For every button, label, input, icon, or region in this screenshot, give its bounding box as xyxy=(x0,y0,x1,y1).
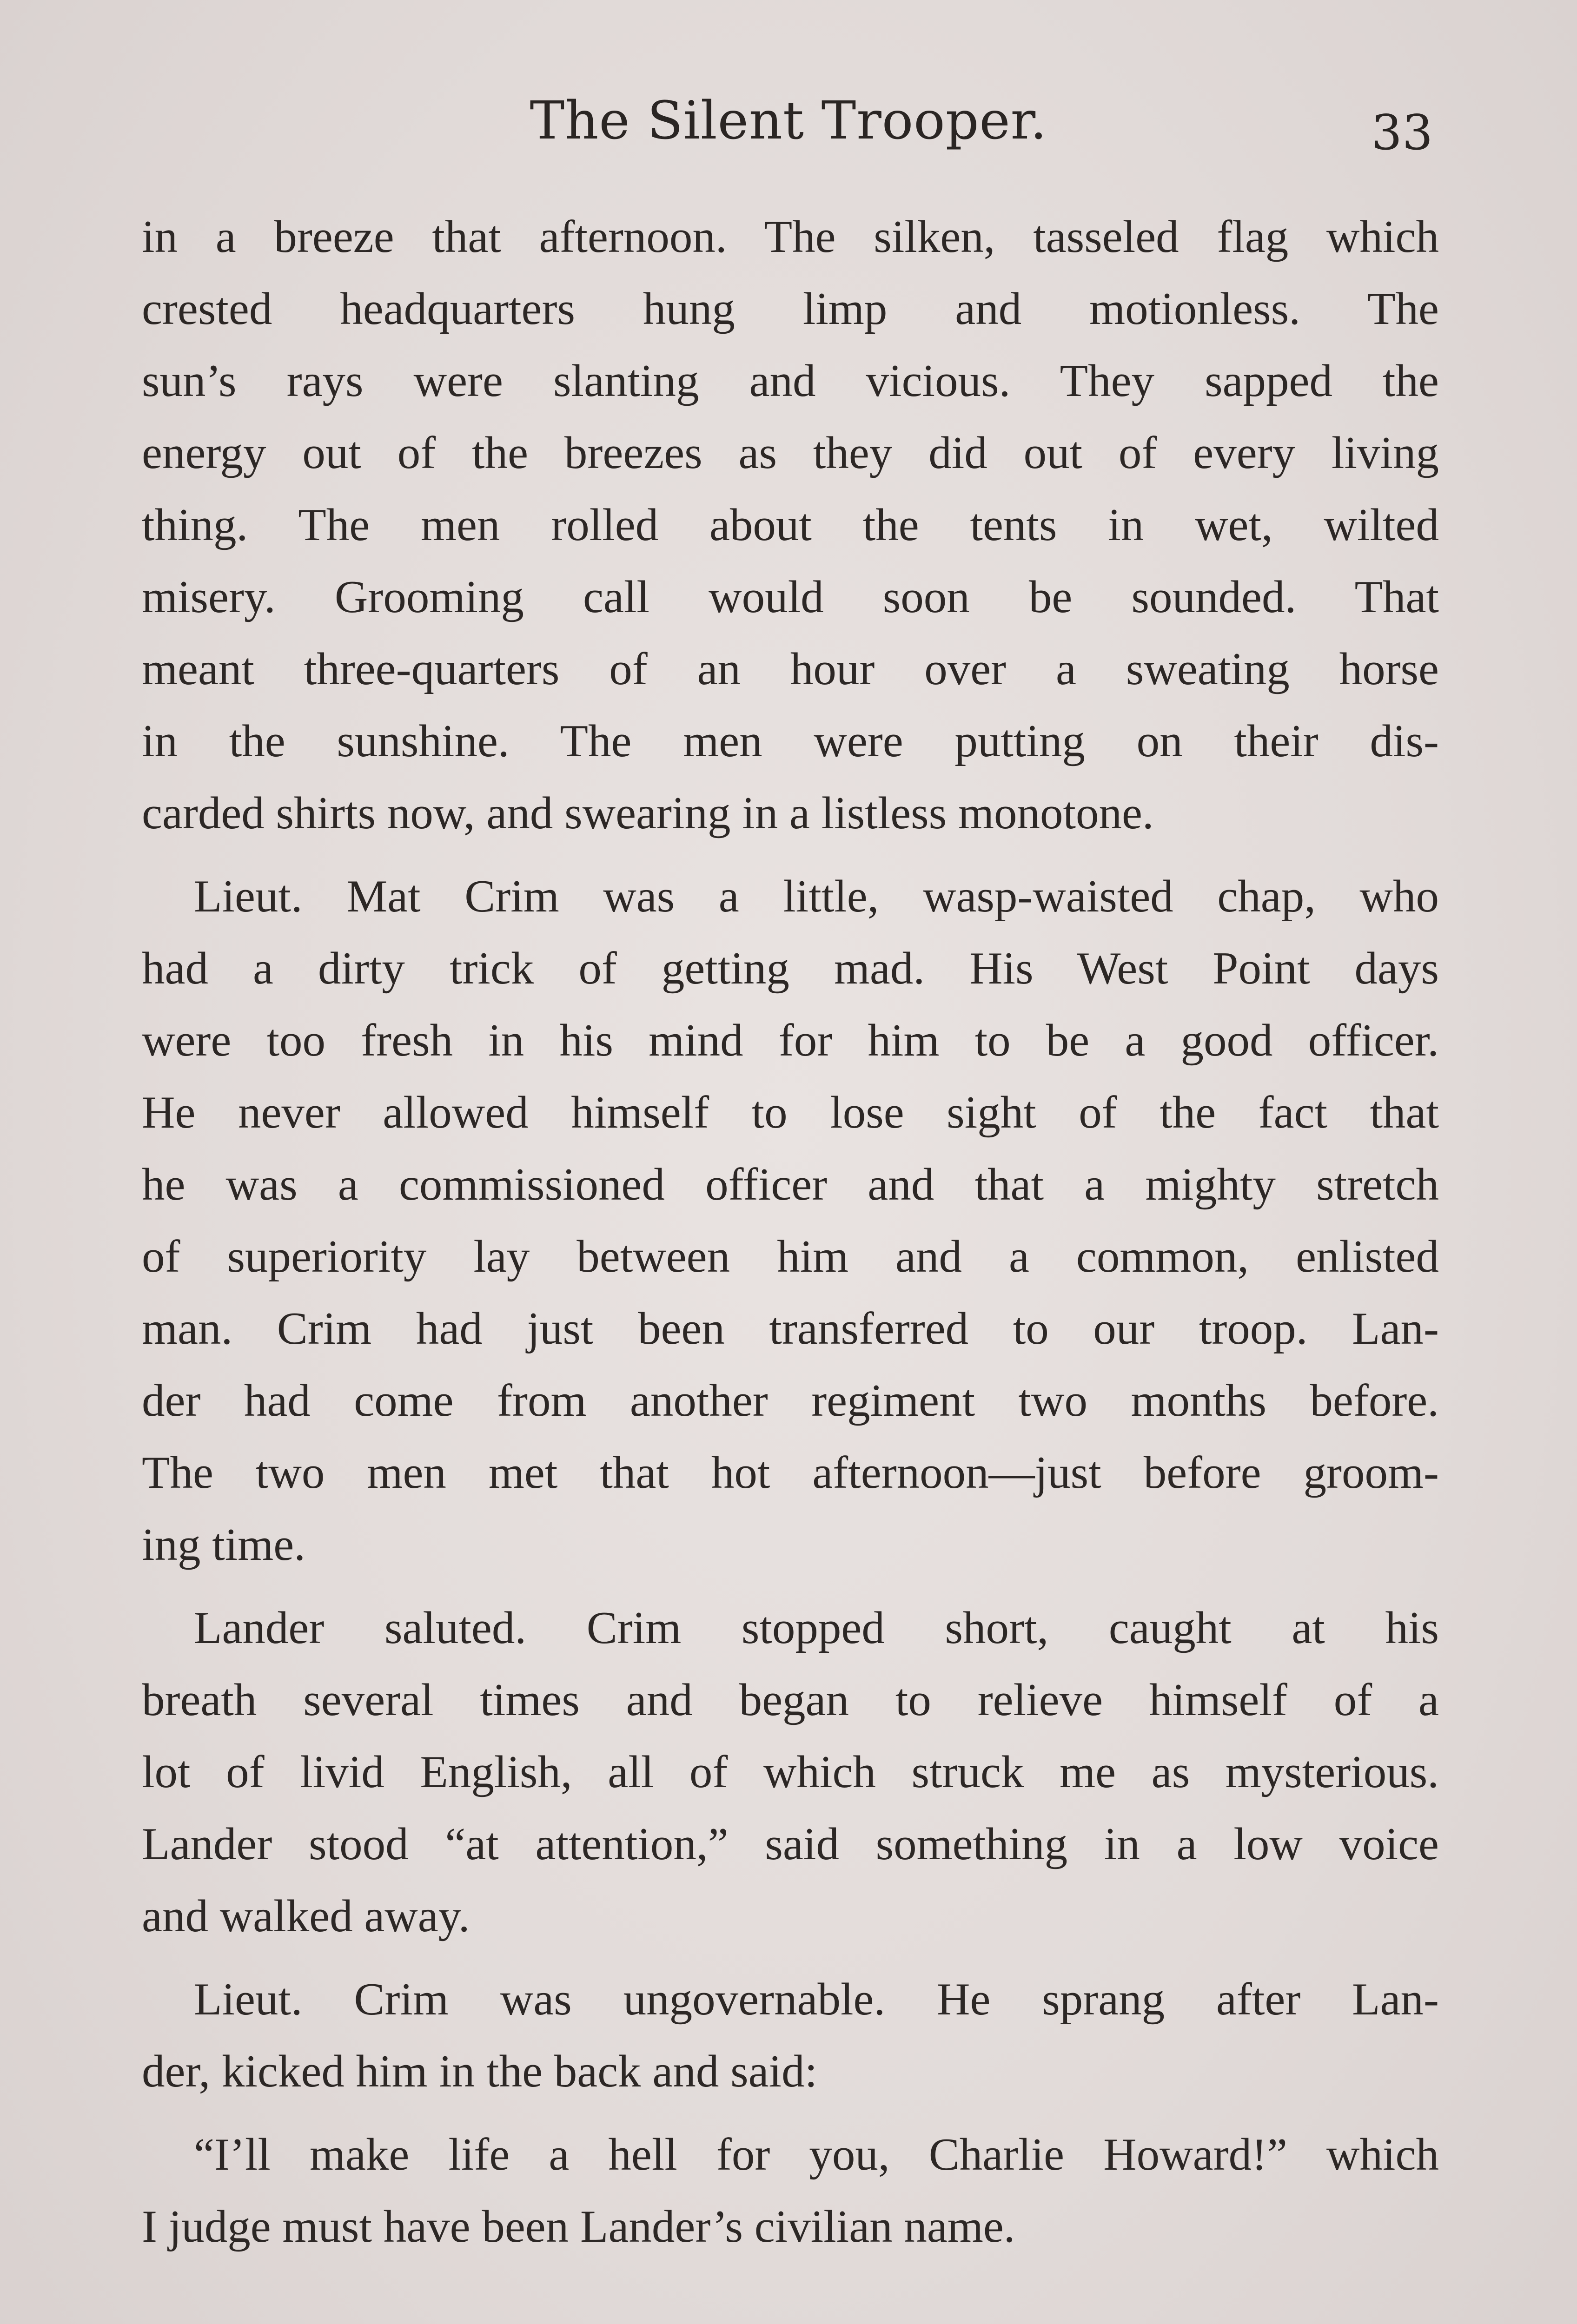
body-text xyxy=(142,201,1439,2274)
text-line: carded shirts now, and swearing in a listless monotone. xyxy=(142,788,1154,838)
text-line: I judge must have been Lander’s civilian name. xyxy=(142,2201,1015,2252)
text-line: crested headquarters hung limp and motionless. The xyxy=(142,284,1439,334)
text-line: in a breeze that afternoon. The silken, tasseled flag which xyxy=(142,211,1439,262)
paragraph-2 xyxy=(142,860,1439,1581)
text-line: had a dirty trick of getting mad. His West Point days xyxy=(142,943,1439,994)
text-line: der had come from another regiment two months before. xyxy=(142,1375,1439,1426)
text-line: thing. The men rolled about the tents in wet, wilted xyxy=(142,500,1439,550)
running-title: The Silent Trooper. xyxy=(530,91,1047,151)
paragraph-1 xyxy=(142,201,1439,849)
running-head xyxy=(0,91,1577,161)
text-line: lot of livid English, all of which struck me as mysterious. xyxy=(142,1747,1439,1797)
text-line: in the sunshine. The men were putting on their dis- xyxy=(142,716,1439,766)
text-line: of superiority lay between him and a common, enlisted xyxy=(142,1231,1439,1282)
text-line: “I’ll make life a hell for you, Charlie Howard!” which xyxy=(194,2129,1439,2180)
text-line: meant three-quarters of an hour over a sweating horse xyxy=(142,644,1439,694)
text-line: Lieut. Mat Crim was a little, wasp-waisted chap, who xyxy=(194,871,1439,922)
text-line: man. Crim had just been transferred to our troop. Lan- xyxy=(142,1303,1439,1354)
text-line: he was a commissioned officer and that a mighty stretch xyxy=(142,1159,1439,1210)
paragraph-3 xyxy=(142,1592,1439,1952)
text-line: energy out of the breezes as they did out of every living xyxy=(142,428,1439,478)
text-line: Lander stood “at attention,” said something in a low voice xyxy=(142,1819,1439,1869)
text-line: sun’s rays were slanting and vicious. They sapped the xyxy=(142,356,1439,406)
text-line: ing time. xyxy=(142,1519,305,1570)
text-line: The two men met that hot afternoon—just before groom- xyxy=(142,1447,1439,1498)
paragraph-4 xyxy=(142,1963,1439,2107)
text-line: He never allowed himself to lose sight of the fact that xyxy=(142,1087,1439,1138)
page-number: 33 xyxy=(1371,104,1433,161)
paragraph-5 xyxy=(142,2119,1439,2263)
text-line: breath several times and began to relieve himself of a xyxy=(142,1675,1439,1725)
text-line: were too fresh in his mind for him to be a good officer. xyxy=(142,1015,1439,1066)
text-line: Lieut. Crim was ungovernable. He sprang after Lan- xyxy=(194,1974,1439,2025)
text-line: der, kicked him in the back and said: xyxy=(142,2046,818,2097)
text-line: misery. Grooming call would soon be sounded. That xyxy=(142,572,1439,622)
text-line: Lander saluted. Crim stopped short, caught at his xyxy=(194,1603,1439,1653)
text-line: and walked away. xyxy=(142,1891,470,1941)
